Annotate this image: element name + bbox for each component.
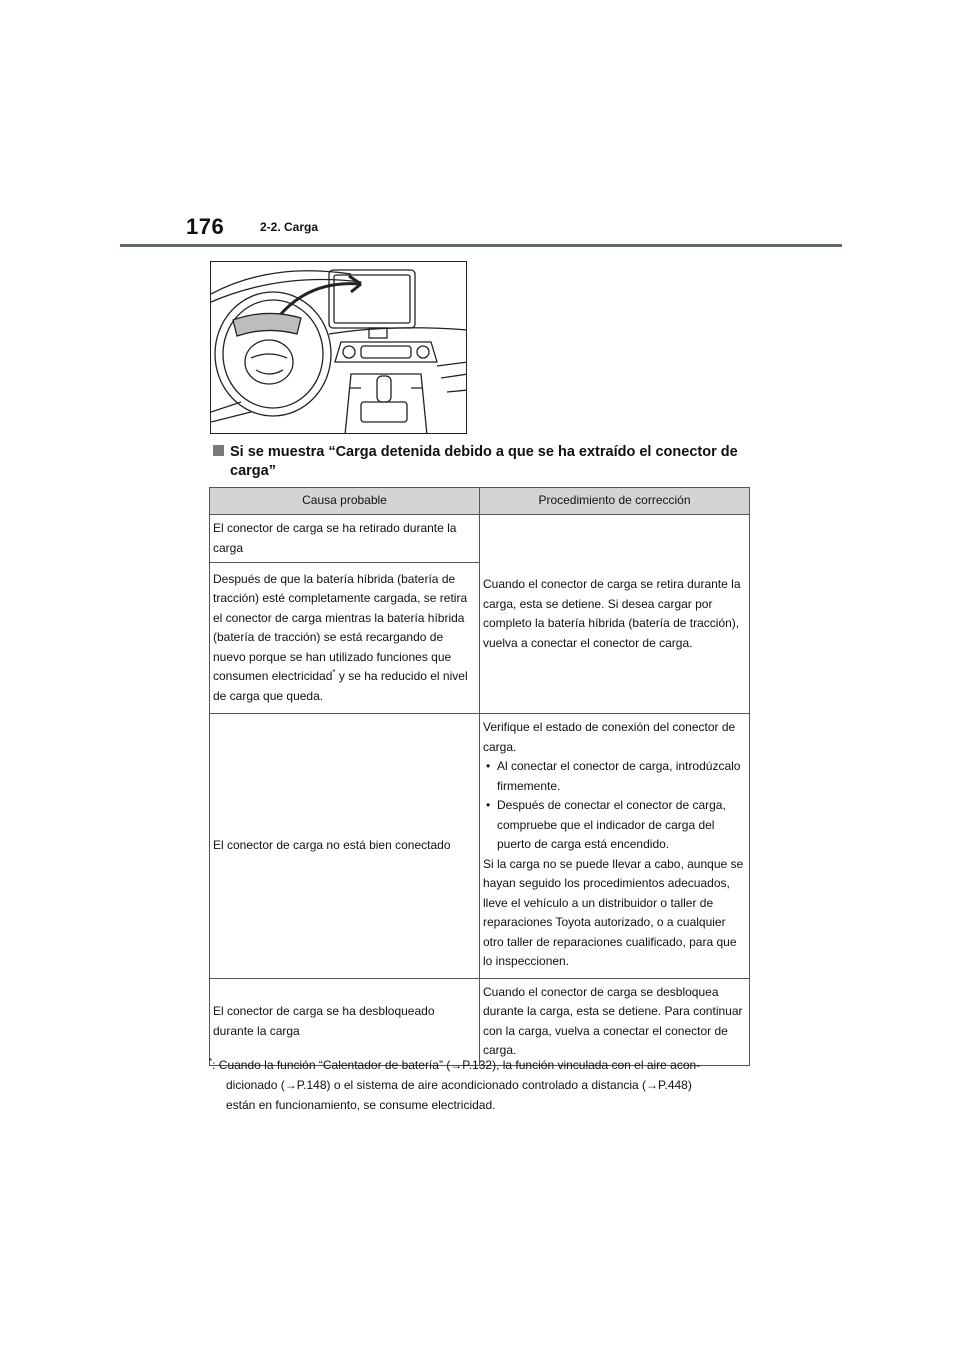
footnote-marker: * <box>332 668 336 678</box>
footnote-line-2: dicionado (→P.148) o el sistema de aire acondicionado controlado a distancia (→P.448) <box>226 1078 692 1092</box>
troubleshooting-table <box>209 487 750 1066</box>
heading-line-2: carga” <box>230 463 276 479</box>
heading-line-1: Si se muestra “Carga detenida debido a que se ha extraído el conector de <box>230 444 738 460</box>
list-item: • Después de conectar el conector de carga, compruebe que el indicador de carga del puerto de carga está encendido. <box>483 796 746 855</box>
cause-cell: El conector de carga se ha retirado durante la carga <box>210 515 480 563</box>
fix-cell <box>480 714 750 979</box>
section-heading <box>213 443 753 481</box>
footnote-marker: * <box>209 1057 213 1066</box>
table-row <box>210 978 750 1065</box>
cause-cell: El conector de carga se ha desbloqueado durante la carga <box>210 978 480 1065</box>
footnote-line-3: están en funcionamiento, se consume electricidad. <box>226 1098 496 1112</box>
table-row <box>210 515 750 563</box>
heading-square-icon <box>213 445 224 456</box>
fix-bullets <box>483 757 746 855</box>
cause-text-end: y se ha reducido el nivel de carga que queda. <box>213 669 468 703</box>
cause-cell <box>210 563 480 714</box>
table-header-row <box>210 488 750 515</box>
fix-cell: Cuando el conector de carga se desbloquea durante la carga, esta se detiene. Para continuar con la carga, vuelva a conectar el conector de carga. <box>480 978 750 1065</box>
dashboard-illustration <box>210 261 467 434</box>
column-header-cause: Causa probable <box>210 488 480 515</box>
page-number: 176 <box>186 214 225 239</box>
column-header-fix: Procedimiento de corrección <box>480 488 750 515</box>
fix-intro: Verifique el estado de conexión del conector de carga. <box>483 720 736 754</box>
section-title: 2-2. Carga <box>260 220 319 234</box>
fix-cell: Cuando el conector de carga se retira durante la carga, esta se detiene. Si desea cargar por completo la batería híbrida (batería de tracción), vuelva a conectar el conector de carga. <box>480 515 750 714</box>
cause-text: Después de que la batería híbrida (batería de tracción) esté completamente cargada, se retira el conector de carga mientras la batería híbrida (batería de tracción) se está recargando de nuevo porque se han utilizado funciones que consumen electricidad <box>213 571 468 684</box>
footnote-line-1: : Cuando la función “Calentador de batería” (→P.132), la función vinculada con el aire acon- <box>212 1058 701 1072</box>
list-item: • Al conectar el conector de carga, introdúzcalo firmemente. <box>483 757 746 796</box>
cause-cell: El conector de carga no está bien conectado <box>210 714 480 979</box>
fix-outro: Si la carga no se puede llevar a cabo, aunque se hayan seguido los procedimientos adecuados, lleve el vehículo a un distribuidor o taller de reparaciones Toyota autorizado, o a cualquier otro taller de reparaciones cualificado, para que lo inspeccionen. <box>483 856 744 968</box>
footnote <box>209 1055 754 1115</box>
table-row <box>210 714 750 979</box>
header-divider <box>120 244 842 247</box>
